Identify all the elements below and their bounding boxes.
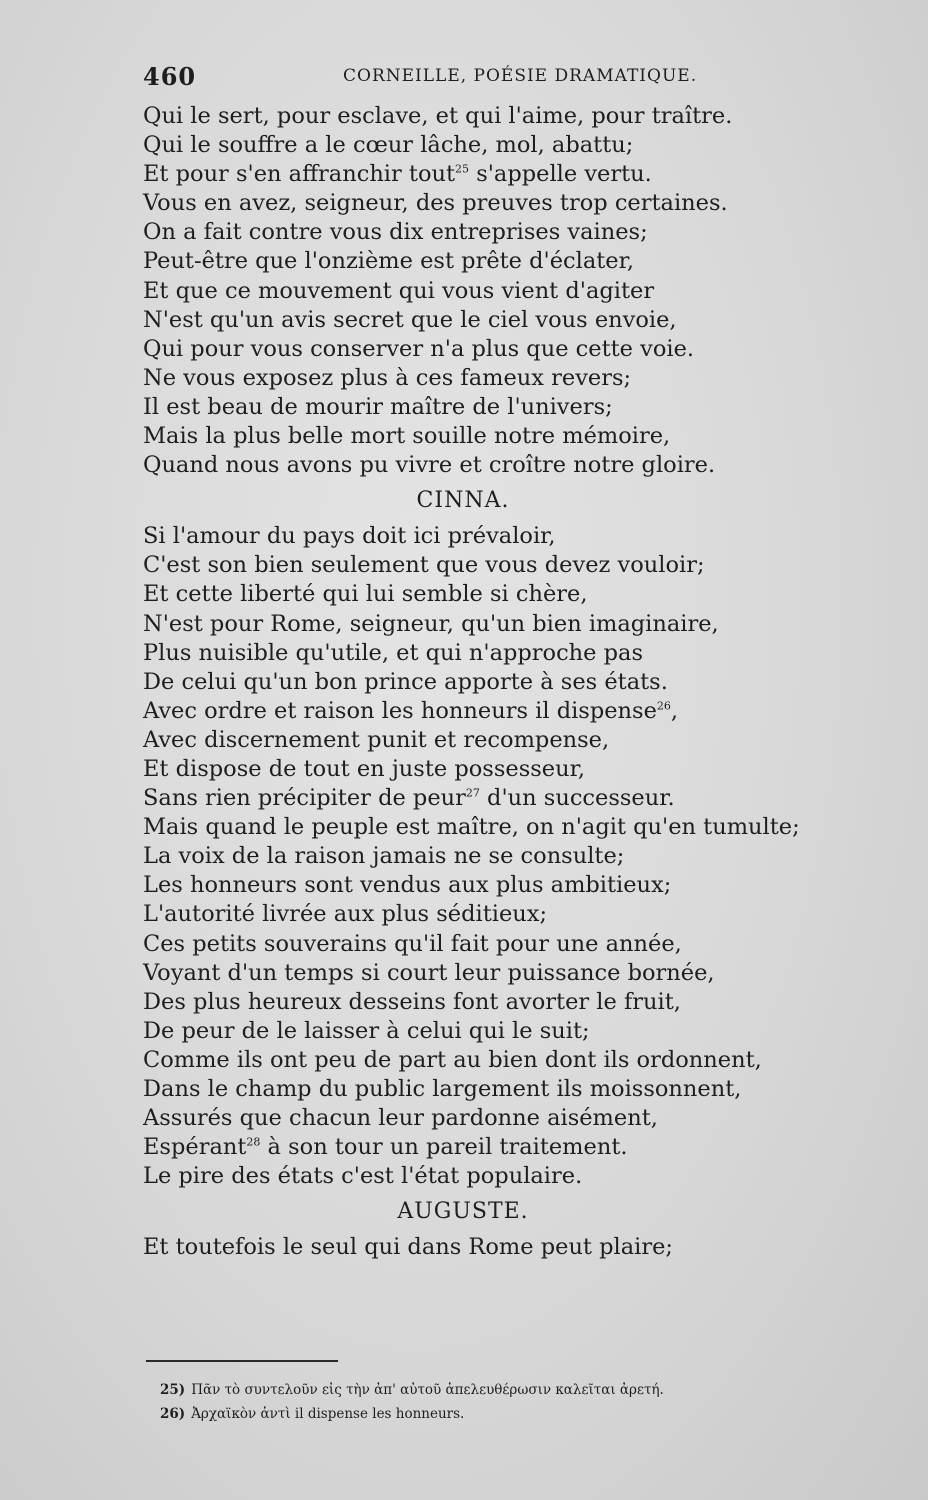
speaker-name: CINNA. — [416, 488, 510, 514]
footnote — [160, 1378, 800, 1402]
verse-line-text: Voyant d'un temps si court leur puissance bornée, — [143, 959, 715, 986]
verse-line — [143, 422, 793, 451]
footnote-rule — [146, 1360, 338, 1362]
verse-text — [143, 102, 800, 1262]
verse-line — [143, 871, 793, 900]
verse-line-text: Qui le souffre a le cœur lâche, mol, abattu; — [143, 132, 634, 159]
verse-line — [143, 218, 793, 247]
verse-line — [143, 335, 793, 364]
verse-line-text: Quand nous avons pu vivre et croître notre gloire. — [143, 452, 716, 479]
verse-line-text: Dans le champ du public largement ils moissonnent, — [143, 1076, 742, 1102]
page-number: 460 — [143, 62, 197, 91]
verse-line — [143, 900, 793, 929]
verse-line-text: Mais la plus belle mort souille notre mémoire, — [143, 423, 671, 450]
verse-line-text: Ces petits souverains qu'il fait pour une année, — [143, 930, 682, 957]
verse-line-text: On a fait contre vous dix entreprises vaines; — [143, 219, 648, 246]
verse-line — [143, 1104, 793, 1133]
verse-line-text: N'est pour Rome, seigneur, qu'un bien imaginaire, — [143, 610, 719, 637]
verse-line — [143, 610, 793, 639]
verse-line-text: Avec discernement punit et recompense, — [143, 726, 610, 753]
footnote-ref: 26 — [656, 699, 671, 713]
verse-line — [143, 522, 793, 551]
verse-line — [143, 102, 793, 131]
verse-line-text: Qui pour vous conserver n'a plus que cette voie. — [143, 335, 695, 362]
verse-line-text: La voix de la raison jamais ne se consulte; — [143, 843, 625, 870]
verse-line-text: Vous en avez, seigneur, des preuves trop certaines. — [143, 190, 728, 217]
verse-line-text: Comme ils ont peu de part au bien dont ils ordonnent, — [143, 1046, 762, 1073]
verse-line — [143, 247, 793, 276]
verse-line — [143, 1017, 793, 1046]
verse-line-text: Et que ce mouvement qui vous vient d'agiter — [143, 277, 655, 304]
verse-line-text: Et dispose de tout en juste possesseur, — [143, 755, 586, 782]
footnote — [160, 1402, 800, 1426]
verse-line-text: Les honneurs sont vendus aux plus ambitieux; — [143, 872, 672, 899]
page-header — [143, 62, 723, 92]
verse-line-text: Et toutefois le seul qui dans Rome peut plaire; — [143, 1234, 673, 1261]
verse-line-text: Espérant — [143, 1134, 247, 1161]
verse-line-text-after: d'un successeur. — [479, 785, 675, 812]
speaker-name: AUGUSTE. — [397, 1199, 529, 1225]
verse-line — [143, 393, 793, 422]
footnote-ref: 25 — [455, 162, 470, 176]
verse-line — [143, 1233, 793, 1262]
verse-line — [143, 1075, 793, 1104]
verse-line-text: C'est son bien seulement que vous devez vouloir; — [143, 552, 705, 579]
verse-line — [143, 697, 793, 726]
verse-line — [143, 364, 793, 393]
verse-line-text: Des plus heureux desseins font avorter le fruit, — [143, 988, 681, 1015]
verse-line — [143, 668, 793, 697]
verse-line-text: Il est beau de mourir maître de l'univers; — [143, 393, 613, 420]
verse-line — [143, 1133, 793, 1162]
verse-line — [143, 306, 793, 335]
verse-line-text: Avec ordre et raison les honneurs il dispense — [143, 697, 657, 724]
footnote-mark: 26) — [160, 1406, 186, 1422]
verse-line-text: Mais quand le peuple est maître, on n'agit qu'en tumulte; — [143, 814, 800, 841]
verse-line-text-after: , — [670, 697, 679, 724]
verse-line — [143, 755, 793, 784]
verse-line — [143, 451, 793, 480]
verse-line — [143, 639, 793, 668]
verse-line-text: N'est qu'un avis secret que le ciel vous envoie, — [143, 306, 677, 333]
verse-line — [143, 988, 793, 1017]
verse-line — [143, 551, 793, 580]
verse-line — [143, 813, 800, 842]
verse-line-text: Sans rien précipiter de peur — [143, 785, 466, 812]
footnotes — [160, 1378, 800, 1426]
verse-line-text: Ne vous exposez plus à ces fameux revers; — [143, 364, 632, 391]
verse-line-text: Si l'amour du pays doit ici prévaloir, — [143, 523, 556, 550]
verse-line-text: Assurés que chacun leur pardonne aisément, — [143, 1105, 658, 1132]
verse-line — [143, 842, 793, 871]
footnote-ref: 27 — [465, 786, 480, 800]
verse-line — [143, 784, 793, 813]
verse-line — [143, 726, 793, 755]
verse-line — [143, 1046, 793, 1075]
verse-line-text: Plus nuisible qu'utile, et qui n'approche pas — [143, 639, 644, 666]
footnote-text: Ἀρχαϊκὸν ἀντὶ il dispense les honneurs. — [191, 1406, 465, 1422]
verse-line-text: L'autorité livrée aux plus séditieux; — [143, 901, 548, 928]
verse-line-text: Peut-être que l'onzième est prête d'éclater, — [143, 248, 635, 275]
footnote-ref: 28 — [246, 1135, 261, 1149]
verse-line-text: Qui le sert, pour esclave, et qui l'aime, pour traître. — [143, 103, 733, 129]
footnote-mark: 25) — [160, 1382, 186, 1398]
footnote-text: Πᾶν τὸ συντελοῦν εἰς τὴν ἀπ' αὐτοῦ ἀπελευθέρωσιν καλεῖται ἀρετή. — [191, 1382, 664, 1398]
verse-line-text: Et cette liberté qui lui semble si chère, — [143, 581, 588, 608]
verse-line — [143, 189, 793, 218]
verse-line-text: Et pour s'en affranchir tout — [143, 161, 456, 188]
verse-line — [143, 959, 793, 988]
verse-line — [143, 930, 793, 959]
verse-line-text: De celui qu'un bon prince apporte à ses états. — [143, 668, 668, 695]
verse-line — [143, 277, 793, 306]
verse-line-text-after: s'appelle vertu. — [469, 161, 652, 188]
verse-line — [143, 160, 793, 189]
verse-line-text: De peur de le laisser à celui qui le suit; — [143, 1017, 590, 1044]
verse-line — [143, 580, 793, 609]
verse-line — [143, 131, 793, 160]
verse-line-text: Le pire des états c'est l'état populaire. — [143, 1163, 583, 1190]
verse-line-text-after: à son tour un pareil traitement. — [260, 1134, 628, 1161]
verse-line — [143, 1162, 793, 1191]
running-title: CORNEILLE, POÉSIE DRAMATIQUE. — [343, 66, 698, 86]
